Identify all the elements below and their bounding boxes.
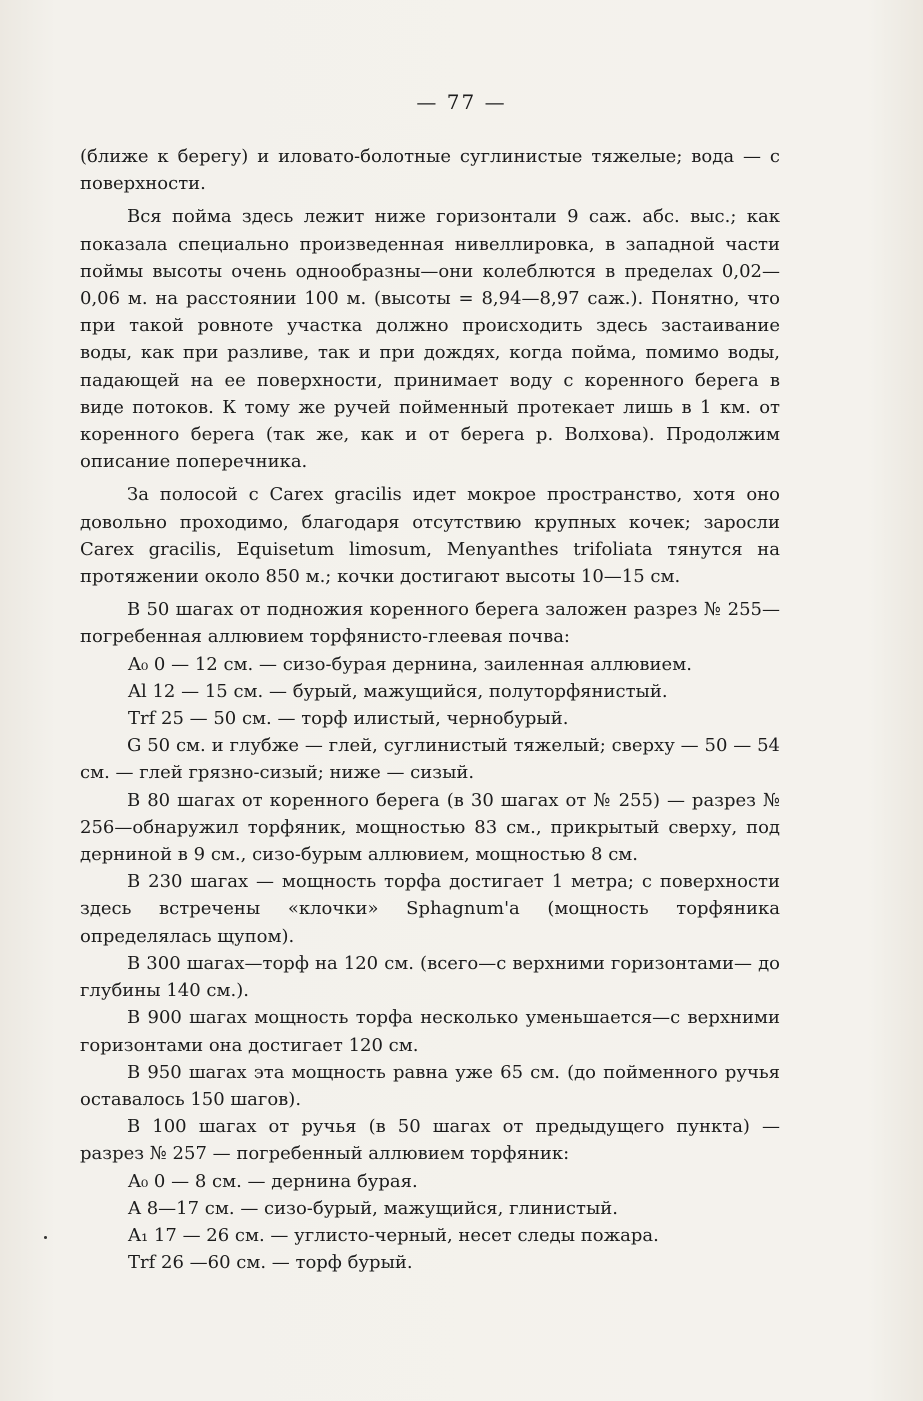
paragraph-230-steps: В 230 шагах — мощность торфа достигает 1 метра; с поверхности здесь встречены «клочки» Sphagnum'a (мощность торфяника определялась щупом). [80,871,780,947]
paragraph-section-256: В 80 шагах от коренного берега (в 30 шагах от № 255) — разрез № 256—обнаружил торфяник, мощностью 83 см., прикрытый сверху, под дерниной в 9 см., сизо-бурым аллювием, мощностью 8 см. [80,789,780,866]
paragraph-floodplain: Вся пойма здесь лежит ниже горизонтали 9 саж. абс. выс.; как показала специально произведенная нивеллировка, в западной части поймы высоты очень однообразны—они колеблются в пределах 0,02—0,06 м. на расстоянии 100 м. (высоты = 8,94—8,97 саж.). Понятно, что при такой ровноте участка должно происходить здесь застаивание воды, как при разливе, так и при дождях, когда пойма, помимо воды, падающей на ее поверхности, принимает воду с коренного берега в виде потоков. К тому же ручей пойменный протекает лишь в 1 км. от коренного берега (так же, как и от берега р. Волхова). Продолжим описание поперечника. [80,206,780,473]
paragraph-continuation: (ближе к берегу) и иловато-болотные суглинистые тяжелые; вода — с поверхности. [80,146,780,195]
horizon-entry: Trf 26 —60 см. — торф бурый. [128,1252,413,1274]
horizon-entry: A₁ 17 — 26 см. — углисто-черный, несет следы пожара. [128,1224,659,1246]
horizon-entry: Al 12 — 15 см. — бурый, мажущийся, полуторфянистый. [128,680,668,702]
paragraph-950-steps: В 950 шагах эта мощность равна уже 65 см. (до пойменного ручья оставалось 150 шагов). [80,1061,780,1110]
horizon-entry: A₀ 0 — 8 см. — дернина бурая. [128,1170,418,1192]
horizon-entry: A 8—17 см. — сизо-бурый, мажущийся, глинистый. [128,1197,619,1219]
paragraph-300-steps: В 300 шагах—торф на 120 см. (всего—с верхними горизонтами— до глубины 140 см.). [80,952,780,1002]
paragraph-section-257: В 100 шагах от ручья (в 50 шагах от предыдущего пункта) — разрез № 257 — погребенный аллювием торфяник: [80,1116,780,1165]
horizon-entry: A₀ 0 — 12 см. — сизо-бурая дернина, заиленная аллювием. [128,653,692,675]
paragraph-900-steps: В 900 шагах мощность торфа несколько уменьшается—с верхними горизонтами она достигает 120 см. [80,1007,780,1056]
horizon-entry: Trf 25 — 50 см. — торф илистый, чернобурый. [128,708,569,730]
margin-dot [44,1236,47,1239]
page-number: — 77 — [416,90,507,114]
horizon-entry-gley: G 50 см. и глубже — глей, суглинистый тяжелый; сверху — 50 — 54 см. — глей грязно-сизый; ниже — сизый. [80,735,780,784]
paragraph-carex-strip: За полосой с Carex gracilis идет мокрое пространство, хотя оно довольно проходимо, благодаря отсутствию крупных кочек; заросли Carex gracilis, Equisetum limosum, Menyanthes trifoliata тянутся на протяжении около 850 м.; кочки достигают высоты 10—15 см. [80,484,780,588]
body-text [80,143,780,1276]
paragraph-section-255: В 50 шагах от подножия коренного берега заложен разрез № 255— погребенная аллювием торфянисто-глеевая почва: [80,599,780,648]
